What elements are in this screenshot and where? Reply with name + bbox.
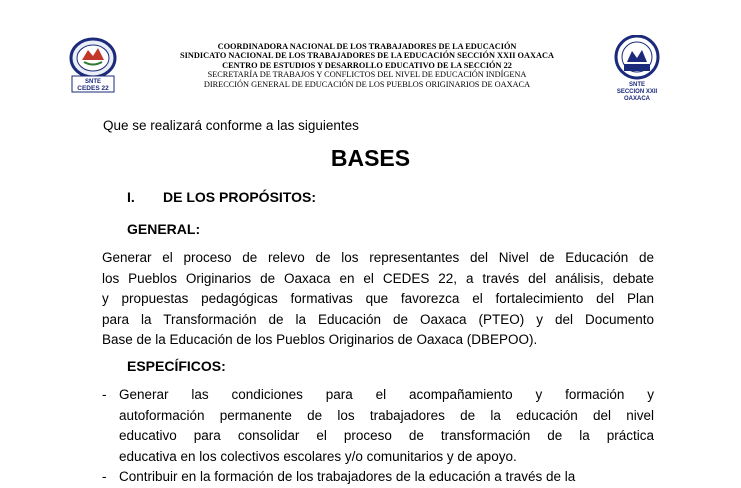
bullet-line: educativa en los colectivos escolares y/o comunitarios y de apoyo. xyxy=(119,448,517,464)
general-heading: GENERAL: xyxy=(127,221,201,237)
header-line-5: DIRECCIÓN GENERAL DE EDUCACIÓN DE LOS PUEBLOS ORIGINARIOS DE OAXACA xyxy=(203,79,531,89)
general-line: los Pueblos Originarios de Oaxaca en el CEDES 22, a través del análisis, debate xyxy=(102,270,654,286)
left-logo-caption-top: SNTE xyxy=(84,79,102,85)
list-item xyxy=(102,385,654,467)
bullet-line: educativo para consolidar el proceso de transformación de la práctica xyxy=(119,428,654,443)
bullet-dash: - xyxy=(102,387,107,402)
document-header xyxy=(132,42,602,89)
section-heading xyxy=(127,189,316,205)
especificos-heading: ESPECÍFICOS: xyxy=(127,358,226,374)
right-logo-caption-bottom: OAXACA xyxy=(623,96,650,102)
section-number: I. xyxy=(127,189,135,205)
left-logo-caption-bottom: CEDES 22 xyxy=(77,85,109,92)
page-title: BASES xyxy=(330,145,411,171)
intro-text: Que se realizará conforme a las siguientes xyxy=(103,118,359,133)
general-paragraph xyxy=(102,248,654,351)
especificos-list xyxy=(102,385,654,488)
list-item xyxy=(102,467,654,488)
bullet-dash: - xyxy=(102,469,107,484)
general-line: para la Transformación de la Educación de Oaxaca (PTEO) y del Documento xyxy=(102,311,654,327)
right-logo-caption xyxy=(606,82,668,103)
general-line: Generar el proceso de relevo de los representantes del Nivel de Educación de xyxy=(102,250,654,265)
header-line-1: COORDINADORA NACIONAL DE LOS TRABAJADORES DE LA EDUCACIÓN xyxy=(217,42,517,51)
bullet-line: Contribuir en la formación de los trabajadores de la educación a través de la xyxy=(119,469,576,484)
cedes-22-logo xyxy=(68,36,118,94)
header-line-4: SECRETARÍA DE TRABAJOS Y CONFLICTOS DEL NIVEL DE EDUCACIÓN INDÍGENA xyxy=(207,70,527,80)
right-logo-caption-mid: SECCION XXII xyxy=(616,89,658,95)
right-logo-caption-top: SNTE xyxy=(628,82,645,88)
bullet-line: autoformación permanente de los trabajadores de la educación del nivel xyxy=(119,407,654,423)
bullet-line: Generar las condiciones para el acompañamiento y formación y xyxy=(119,387,654,402)
general-line: y propuestas pedagógicas formativas que favorezca el fortalecimiento del Plan xyxy=(102,291,654,306)
snte-seccion-xxii-logo xyxy=(610,35,664,89)
section-title: DE LOS PROPÓSITOS: xyxy=(163,189,316,205)
general-line: Base de la Educación de los Pueblos Originarios de Oaxaca (DBEPOO). xyxy=(102,332,538,347)
header-line-2: SINDICATO NACIONAL DE LOS TRABAJADORES DE LA EDUCACIÓN SECCIÓN XXII OAXACA xyxy=(180,51,554,61)
header-line-3: CENTRO DE ESTUDIOS Y DESARROLLO EDUCATIVO DE LA SECCIÓN 22 xyxy=(222,60,512,70)
